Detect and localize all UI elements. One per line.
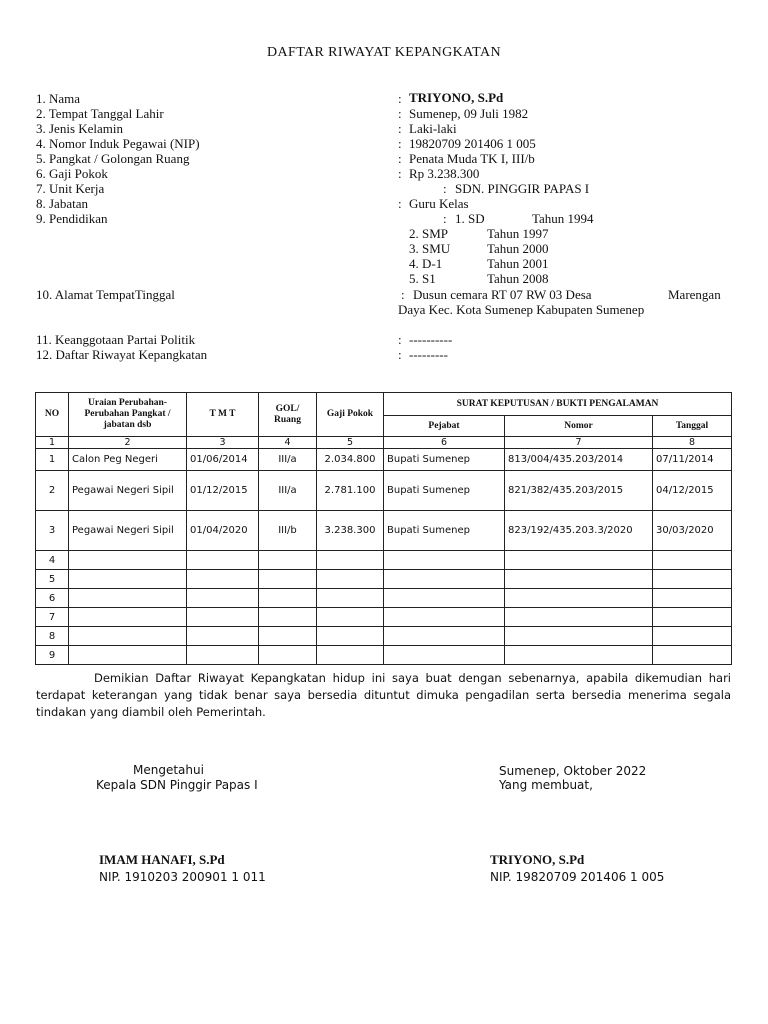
field-colon: : <box>398 347 402 362</box>
header-nomor: Nomor <box>505 416 653 437</box>
cell-no: 7 <box>36 608 69 627</box>
sig-right-line1: Sumenep, Oktober 2022 <box>499 764 647 778</box>
header-surat-keputusan: SURAT KEPUTUSAN / BUKTI PENGALAMAN <box>384 393 732 416</box>
col-number: 4 <box>259 437 317 449</box>
education-level: 3. SMU <box>409 241 451 256</box>
cell-no: 4 <box>36 551 69 570</box>
field-colon: : <box>401 287 405 302</box>
sig-left-nip: NIP. 1910203 200901 1 011 <box>99 870 266 884</box>
cell-pejabat: Bupati Sumenep <box>384 511 505 551</box>
cell-no: 2 <box>36 471 69 511</box>
header-uraian: Uraian Perubahan-Perubahan Pangkat / jabatan dsb <box>69 393 187 437</box>
table-row <box>36 449 732 471</box>
header-no: NO <box>36 393 69 437</box>
field-colon: : <box>398 166 402 181</box>
cell-uraian: Pegawai Negeri Sipil <box>69 471 187 511</box>
field-value-jabatan: Guru Kelas <box>409 196 469 211</box>
cell-gaji: 2.781.100 <box>317 471 384 511</box>
cell-nomor: 821/382/435.203/2015 <box>505 471 653 511</box>
sig-left-name: IMAM HANAFI, S.Pd <box>99 852 225 867</box>
field-colon: : <box>398 151 402 166</box>
field-label-alamat: 10. Alamat TempatTinggal <box>36 287 175 302</box>
education-level: 1. SD <box>455 211 485 226</box>
table-row <box>36 646 732 665</box>
cell-tanggal: 04/12/2015 <box>653 471 732 511</box>
header-pejabat: Pejabat <box>384 416 505 437</box>
cell-gol: III/a <box>259 471 317 511</box>
sig-left-line1: Mengetahui <box>133 763 204 777</box>
field-value-ttl: Sumenep, 09 Juli 1982 <box>409 106 529 121</box>
table-row <box>36 570 732 589</box>
field-label-jenis-kelamin: 3. Jenis Kelamin <box>36 121 124 136</box>
field-label-nip: 4. Nomor Induk Pegawai (NIP) <box>36 136 200 151</box>
field-value-nip: 19820709 201406 1 005 <box>409 136 536 151</box>
field-value-alamat-line1-end: Marengan <box>668 287 721 302</box>
field-colon: : <box>398 332 402 347</box>
field-value-riwayat: --------- <box>409 347 448 362</box>
field-value-alamat-line1: Dusun cemara RT 07 RW 03 Desa <box>413 287 592 302</box>
cell-uraian: Pegawai Negeri Sipil <box>69 511 187 551</box>
field-label-pangkat: 5. Pangkat / Golongan Ruang <box>36 151 190 166</box>
cell-no: 6 <box>36 589 69 608</box>
table-row <box>36 589 732 608</box>
field-value-nama: TRIYONO, S.Pd <box>409 90 504 105</box>
rank-history-table <box>35 392 732 665</box>
statement-paragraph: Demikian Daftar Riwayat Kepangkatan hidup ini saya buat dengan sebenarnya, apabila dikemudian hari terdapat keterangan yang tidak benar saya bersedia dituntut dimuka pengadilan serta bersedia menerima segala tindakan yang diambil oleh Pemerintah. <box>36 671 731 719</box>
col-number: 7 <box>505 437 653 449</box>
education-year: Tahun 2008 <box>487 271 549 286</box>
cell-no: 5 <box>36 570 69 589</box>
cell-nomor: 823/192/435.203.3/2020 <box>505 511 653 551</box>
field-colon: : <box>398 136 402 151</box>
col-number: 6 <box>384 437 505 449</box>
sig-left-line2: Kepala SDN Pinggir Papas I <box>96 778 258 792</box>
col-number: 1 <box>36 437 69 449</box>
cell-nomor: 813/004/435.203/2014 <box>505 449 653 471</box>
header-tmt: T M T <box>187 393 259 437</box>
field-label-nama: 1. Nama <box>36 91 81 106</box>
col-number: 3 <box>187 437 259 449</box>
cell-uraian: Calon Peg Negeri <box>69 449 187 471</box>
field-value-alamat-line2: Daya Kec. Kota Sumenep Kabupaten Sumenep <box>398 302 645 317</box>
field-label-partai: 11. Keanggotaan Partai Politik <box>36 332 196 347</box>
field-value-pangkat: Penata Muda TK I, III/b <box>409 151 535 166</box>
cell-gaji: 2.034.800 <box>317 449 384 471</box>
education-year: Tahun 2000 <box>487 241 549 256</box>
cell-no: 3 <box>36 511 69 551</box>
field-colon: : <box>443 211 447 226</box>
field-label-ttl: 2. Tempat Tanggal Lahir <box>36 106 164 121</box>
sig-right-name: TRIYONO, S.Pd <box>490 852 585 867</box>
cell-tmt: 01/06/2014 <box>187 449 259 471</box>
field-value-partai: ---------- <box>409 332 453 347</box>
cell-tanggal: 07/11/2014 <box>653 449 732 471</box>
field-colon: : <box>398 196 402 211</box>
field-label-pendidikan: 9. Pendidikan <box>36 211 108 226</box>
field-colon: : <box>398 106 402 121</box>
table-row <box>36 627 732 646</box>
cell-tmt: 01/04/2020 <box>187 511 259 551</box>
field-colon: : <box>398 121 402 136</box>
cell-no: 8 <box>36 627 69 646</box>
cell-gaji: 3.238.300 <box>317 511 384 551</box>
field-value-gaji: Rp 3.238.300 <box>409 166 480 181</box>
field-label-unit-kerja: 7. Unit Kerja <box>36 181 105 196</box>
header-gol: GOL/ Ruang <box>259 393 317 437</box>
table-row <box>36 511 732 551</box>
col-number: 8 <box>653 437 732 449</box>
header-gaji: Gaji Pokok <box>317 393 384 437</box>
education-year: Tahun 2001 <box>487 256 549 271</box>
sig-right-nip: NIP. 19820709 201406 1 005 <box>490 870 665 884</box>
cell-tmt: 01/12/2015 <box>187 471 259 511</box>
table-row <box>36 471 732 511</box>
col-number: 2 <box>69 437 187 449</box>
education-year: Tahun 1994 <box>532 211 594 226</box>
header-tanggal: Tanggal <box>653 416 732 437</box>
cell-pejabat: Bupati Sumenep <box>384 449 505 471</box>
field-colon: : <box>398 91 402 106</box>
field-label-jabatan: 8. Jabatan <box>36 196 88 211</box>
cell-gol: III/b <box>259 511 317 551</box>
cell-no: 1 <box>36 449 69 471</box>
table-row <box>36 608 732 627</box>
table-row <box>36 551 732 570</box>
field-value-jenis-kelamin: Laki-laki <box>409 121 457 136</box>
cell-no: 9 <box>36 646 69 665</box>
education-level: 4. D-1 <box>409 256 443 271</box>
education-level: 2. SMP <box>409 226 449 241</box>
col-number: 5 <box>317 437 384 449</box>
cell-gol: III/a <box>259 449 317 471</box>
field-value-unit-kerja: SDN. PINGGIR PAPAS I <box>455 181 590 196</box>
document-title: DAFTAR RIWAYAT KEPANGKATAN <box>266 45 501 60</box>
cell-pejabat: Bupati Sumenep <box>384 471 505 511</box>
column-number-row <box>36 437 732 449</box>
cell-tanggal: 30/03/2020 <box>653 511 732 551</box>
education-year: Tahun 1997 <box>487 226 549 241</box>
education-level: 5. S1 <box>409 271 436 286</box>
field-label-riwayat: 12. Daftar Riwayat Kepangkatan <box>36 347 208 362</box>
field-label-gaji: 6. Gaji Pokok <box>36 166 108 181</box>
field-colon: : <box>443 181 447 196</box>
sig-right-line2: Yang membuat, <box>499 778 593 792</box>
